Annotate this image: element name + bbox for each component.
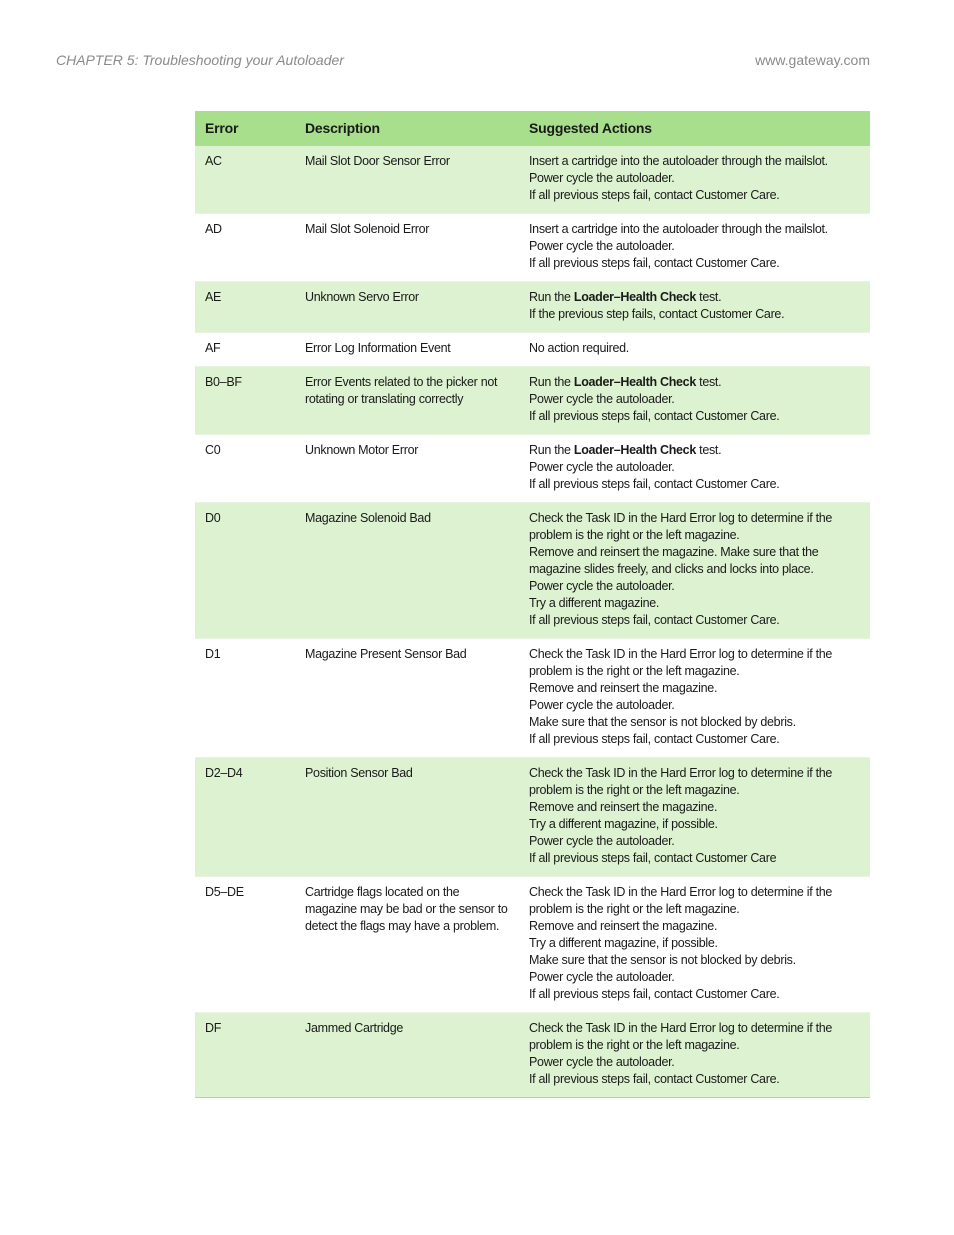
action-line: Try a different magazine, if possible. xyxy=(529,817,718,831)
table-body xyxy=(195,146,870,1098)
error-code-cell: B0–BF xyxy=(195,367,295,435)
error-code-cell: AF xyxy=(195,333,295,367)
error-code-cell: D5–DE xyxy=(195,877,295,1013)
action-line: magazine slides freely, and clicks and locks into place. xyxy=(529,562,814,576)
action-line: Power cycle the autoloader. xyxy=(529,239,675,253)
action-line: Power cycle the autoloader. xyxy=(529,698,675,712)
action-line: Make sure that the sensor is not blocked by debris. xyxy=(529,953,796,967)
description-text: Unknown Servo Error xyxy=(305,290,419,304)
suggested-actions-cell xyxy=(519,214,870,282)
action-line: If the previous step fails, contact Customer Care. xyxy=(529,307,785,321)
description-cell xyxy=(295,367,519,435)
suggested-actions-cell xyxy=(519,1013,870,1098)
table-row xyxy=(195,877,870,1013)
error-code-cell: AD xyxy=(195,214,295,282)
error-code-cell: D2–D4 xyxy=(195,758,295,877)
description-text: Magazine Solenoid Bad xyxy=(305,511,431,525)
description-cell xyxy=(295,435,519,503)
description-text: Cartridge flags located on the magazine may be bad or the sensor to detect the flags may have a problem. xyxy=(305,885,508,933)
action-line: problem is the right or the left magazine. xyxy=(529,902,740,916)
description-text: Mail Slot Solenoid Error xyxy=(305,222,430,236)
column-header-description: Description xyxy=(295,111,519,146)
action-line: Make sure that the sensor is not blocked by debris. xyxy=(529,715,796,729)
action-text: test. xyxy=(695,443,722,457)
table-row xyxy=(195,503,870,639)
action-line: Insert a cartridge into the autoloader through the mailslot. xyxy=(529,154,828,168)
table-row xyxy=(195,1013,870,1098)
table-header xyxy=(195,111,870,146)
action-line: Power cycle the autoloader. xyxy=(529,460,675,474)
action-line: problem is the right or the left magazine. xyxy=(529,783,740,797)
table-header-row xyxy=(195,111,870,146)
table-row xyxy=(195,333,870,367)
table-row xyxy=(195,367,870,435)
table-row xyxy=(195,282,870,333)
action-line: If all previous steps fail, contact Customer Care. xyxy=(529,1072,780,1086)
description-cell xyxy=(295,877,519,1013)
action-line: Remove and reinsert the magazine. xyxy=(529,919,718,933)
suggested-actions-cell xyxy=(519,333,870,367)
description-cell xyxy=(295,758,519,877)
table-row xyxy=(195,435,870,503)
suggested-actions-cell xyxy=(519,877,870,1013)
action-line: Power cycle the autoloader. xyxy=(529,1055,675,1069)
action-line: Power cycle the autoloader. xyxy=(529,392,675,406)
column-header-error: Error xyxy=(195,111,295,146)
action-line: Remove and reinsert the magazine. Make sure that the xyxy=(529,545,819,559)
action-line: Power cycle the autoloader. xyxy=(529,834,675,848)
action-line: Power cycle the autoloader. xyxy=(529,579,675,593)
page-header xyxy=(56,52,870,72)
description-text: Mail Slot Door Sensor Error xyxy=(305,154,450,168)
action-line: Check the Task ID in the Hard Error log to determine if the xyxy=(529,511,833,525)
table-row xyxy=(195,214,870,282)
action-line: Check the Task ID in the Hard Error log to determine if the xyxy=(529,1021,833,1035)
suggested-actions-cell xyxy=(519,758,870,877)
action-line: Try a different magazine, if possible. xyxy=(529,936,718,950)
site-url: www.gateway.com xyxy=(755,52,870,68)
suggested-actions-cell xyxy=(519,503,870,639)
action-line: If all previous steps fail, contact Customer Care. xyxy=(529,409,780,423)
action-line xyxy=(529,289,860,306)
action-line: Check the Task ID in the Hard Error log to determine if the xyxy=(529,766,833,780)
action-line: Check the Task ID in the Hard Error log to determine if the xyxy=(529,885,833,899)
table-row xyxy=(195,758,870,877)
action-line: If all previous steps fail, contact Customer Care. xyxy=(529,987,780,1001)
error-codes-table xyxy=(195,111,870,1098)
error-code-cell: AE xyxy=(195,282,295,333)
description-text: Error Events related to the picker not rotating or translating correctly xyxy=(305,375,498,406)
suggested-actions-cell xyxy=(519,435,870,503)
description-cell xyxy=(295,1013,519,1098)
action-line: problem is the right or the left magazine. xyxy=(529,1038,740,1052)
action-line: If all previous steps fail, contact Customer Care. xyxy=(529,613,780,627)
action-line: If all previous steps fail, contact Customer Care. xyxy=(529,188,780,202)
description-cell xyxy=(295,214,519,282)
test-name: Loader–Health Check xyxy=(573,375,696,389)
action-line: Remove and reinsert the magazine. xyxy=(529,681,718,695)
error-code-cell: DF xyxy=(195,1013,295,1098)
action-text: test. xyxy=(695,375,722,389)
action-line: problem is the right or the left magazine. xyxy=(529,664,740,678)
description-text: Jammed Cartridge xyxy=(305,1021,404,1035)
chapter-title: CHAPTER 5: Troubleshooting your Autoloader xyxy=(56,52,344,68)
description-cell xyxy=(295,503,519,639)
action-text: Run the xyxy=(529,375,574,389)
description-cell xyxy=(295,282,519,333)
action-line: problem is the right or the left magazine. xyxy=(529,528,740,542)
suggested-actions-cell xyxy=(519,146,870,214)
action-line: No action required. xyxy=(529,341,629,355)
description-cell xyxy=(295,639,519,758)
description-text: Magazine Present Sensor Bad xyxy=(305,647,467,661)
description-text: Error Log Information Event xyxy=(305,341,451,355)
action-text: Run the xyxy=(529,443,574,457)
action-text: Run the xyxy=(529,290,574,304)
action-line: Insert a cartridge into the autoloader through the mailslot. xyxy=(529,222,828,236)
test-name: Loader–Health Check xyxy=(573,290,696,304)
action-line xyxy=(529,374,860,391)
description-cell xyxy=(295,146,519,214)
description-cell xyxy=(295,333,519,367)
action-line: If all previous steps fail, contact Customer Care xyxy=(529,851,777,865)
action-line: If all previous steps fail, contact Customer Care. xyxy=(529,256,780,270)
table-row xyxy=(195,146,870,214)
action-line xyxy=(529,442,860,459)
action-line: Remove and reinsert the magazine. xyxy=(529,800,718,814)
column-header-suggested-actions: Suggested Actions xyxy=(519,111,870,146)
suggested-actions-cell xyxy=(519,282,870,333)
error-code-cell: AC xyxy=(195,146,295,214)
test-name: Loader–Health Check xyxy=(573,443,696,457)
table-row xyxy=(195,639,870,758)
suggested-actions-cell xyxy=(519,639,870,758)
action-line: Power cycle the autoloader. xyxy=(529,970,675,984)
action-line: If all previous steps fail, contact Customer Care. xyxy=(529,477,780,491)
description-text: Unknown Motor Error xyxy=(305,443,419,457)
suggested-actions-cell xyxy=(519,367,870,435)
description-text: Position Sensor Bad xyxy=(305,766,413,780)
error-code-cell: D0 xyxy=(195,503,295,639)
action-text: test. xyxy=(695,290,722,304)
action-line: Check the Task ID in the Hard Error log to determine if the xyxy=(529,647,833,661)
action-line: Try a different magazine. xyxy=(529,596,660,610)
action-line: If all previous steps fail, contact Customer Care. xyxy=(529,732,780,746)
error-code-cell: C0 xyxy=(195,435,295,503)
error-code-cell: D1 xyxy=(195,639,295,758)
action-line: Power cycle the autoloader. xyxy=(529,171,675,185)
